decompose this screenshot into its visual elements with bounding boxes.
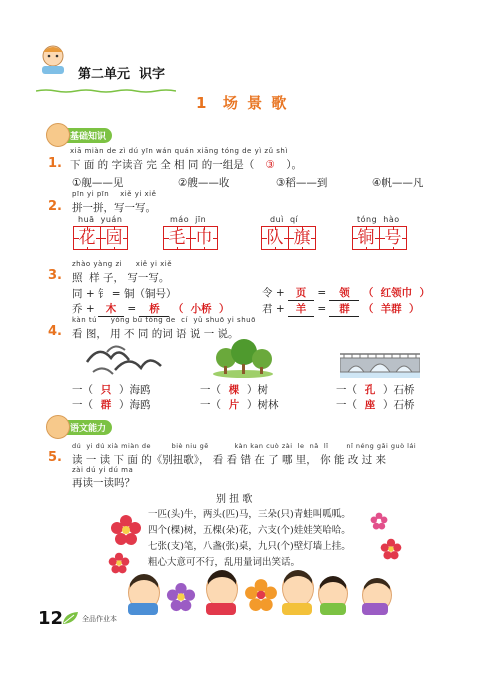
- q1-option-3: ③稻——到: [276, 177, 328, 189]
- poem-title: 别 扭 歌: [216, 494, 253, 505]
- q3-answer-qun: 群: [329, 301, 359, 317]
- q1-stem: [70, 157, 302, 172]
- q4-number: 4.: [48, 324, 62, 339]
- q3-answer-mu: 木: [98, 301, 124, 317]
- q1-pinyin: xiā miàn de zì dú yīn wán quán xiāng tóng de yì zǔ shì: [70, 147, 288, 155]
- header-mascot-icon: [36, 42, 70, 76]
- q2-item-4-pinyin: tóng hào: [357, 215, 400, 224]
- q4-col2-row1: 一（ 棵 ）树: [200, 384, 268, 396]
- q2-item-3-char-1: 队: [261, 226, 289, 250]
- q1-text: 下 面 的 字读音 完 全 相 同 的一组是（: [70, 159, 255, 171]
- flower-icon: [110, 514, 142, 550]
- trees-image: [212, 338, 274, 378]
- q4-col3-row1: 一（ 孔 ）石桥: [336, 384, 415, 396]
- q2-item-1-pinyin: huā yuán: [78, 215, 123, 224]
- bridge-image: [340, 344, 420, 378]
- q3-answer-qiao: 桥: [139, 301, 169, 317]
- q3-answer-yang: 羊: [288, 301, 314, 317]
- section-basic-label: 基础知识: [70, 132, 107, 142]
- q3-pinyin: zhào yàng zi xiě yi xiě: [72, 260, 173, 268]
- q3-row1-right: 令 + 页 = 领 （ 红领巾 ）: [262, 287, 430, 299]
- bee-icon: [46, 123, 70, 147]
- q4-col1-row2: 一（ 群 ）海鸥: [72, 399, 151, 411]
- q3-number: 3.: [48, 268, 62, 283]
- lesson-title: 1 场 景 歌: [196, 94, 289, 112]
- q4-col3-row2: 一（ 座 ）石桥: [336, 399, 415, 411]
- q5-pinyin-2: zài dú yi dú ma: [72, 466, 134, 474]
- q3-text: 照 样 子， 写一写。: [72, 272, 170, 284]
- q3-answer-ling: 领: [329, 285, 359, 301]
- q3-answer-xiaoqiao: （ 小桥 ）: [172, 303, 230, 315]
- q1-answer: ③: [265, 159, 275, 171]
- poem-line-3: 七张(支)笔，八盏(张)桌，九只(个)壁灯墙上挂。: [148, 541, 351, 552]
- q3-answer-ye: 页: [288, 285, 314, 301]
- q2-item-4-char-1: 铜: [352, 226, 380, 250]
- q3-answer-yangqun: （ 羊群 ）: [362, 303, 420, 315]
- q3-row2-right: 君 + 羊 = 群 （ 羊群 ）: [262, 303, 420, 315]
- poem-line-4: 粗心大意可不行，乱用量词出笑话。: [148, 557, 301, 568]
- q3-example: 同 + 钅 = 铜（铜号）: [72, 288, 177, 300]
- q2-item-3-pinyin: duì qí: [270, 215, 299, 224]
- q2-item-1-char-1: 花: [73, 226, 101, 250]
- q4-col1-row1: 一（ 只 ）海鸥: [72, 384, 151, 396]
- page-number: 12: [38, 608, 64, 629]
- q2-item-2-char-1: 毛: [163, 226, 191, 250]
- flower-icon: [380, 538, 402, 564]
- q2-item-2-pinyin: máo jīn: [170, 215, 207, 224]
- poem-line-1: 一匹(头)牛，两头(匹)马，三朵(只)青蛙叫呱呱。: [148, 509, 351, 520]
- section-language-label: 语文能力: [70, 424, 107, 434]
- q2-item-4-char-2: 号: [379, 226, 407, 250]
- q4-pinyin: kàn tú yòng bù tóng de cí yǔ shuō yi shuō: [72, 316, 256, 324]
- q5-text-1: 读 一 读 下 面 的《别扭歌》， 看 看 错 在 了 哪 里， 你 能 改 过 来: [72, 454, 386, 466]
- seagulls-image: [85, 340, 165, 378]
- q4-text: 看 图， 用 不 同 的词 语 说 一 说。: [72, 328, 239, 340]
- q2-item-1-char-2: 园: [100, 226, 128, 250]
- q2-pinyin: pīn yi pīn xiě yi xiě: [72, 190, 157, 198]
- flower-icon: [370, 512, 388, 534]
- q1-option-2: ②艘——收: [178, 177, 230, 189]
- leaf-icon: [62, 610, 80, 624]
- q1-number: 1.: [48, 156, 62, 171]
- bee-icon: [46, 415, 70, 439]
- q3-row2: 乔 + 木 = 桥 （ 小桥 ）: [72, 303, 230, 315]
- q1-option-4: ④帆——凡: [372, 177, 424, 189]
- q5-text-2: 再读一读吗？: [72, 477, 135, 489]
- poem-line-2: 四个(棵)树，五棵(朵)花，六支(个)娃娃笑哈哈。: [148, 525, 351, 536]
- q5-number: 5.: [48, 450, 62, 465]
- brand-name: 全品作业本: [82, 615, 117, 623]
- q2-text: 拼一拼，写一写。: [72, 202, 156, 214]
- unit-title: 第二单元 识字: [78, 67, 166, 82]
- q4-col2-row2: 一（ 片 ）树林: [200, 399, 279, 411]
- header-wave: [36, 78, 176, 82]
- q1-end: ）。: [286, 159, 303, 171]
- section-basic-badge: [50, 128, 112, 143]
- q3-answer-honglingjin: （ 红领巾 ）: [362, 287, 430, 299]
- q1-option-1: ①舰——见: [72, 177, 124, 189]
- q5-pinyin-1: dú yi dú xià miàn de biè niu gē kàn kan cuò zài le nǎ lǐ nǐ néng gǎi guò lái: [72, 442, 417, 450]
- q2-number: 2.: [48, 199, 62, 214]
- flower-icon: [108, 552, 130, 578]
- section-language-badge: [50, 420, 112, 435]
- q2-item-2-char-2: 巾: [190, 226, 218, 250]
- kid-bodies: [124, 600, 394, 612]
- q2-item-3-char-2: 旗: [288, 226, 316, 250]
